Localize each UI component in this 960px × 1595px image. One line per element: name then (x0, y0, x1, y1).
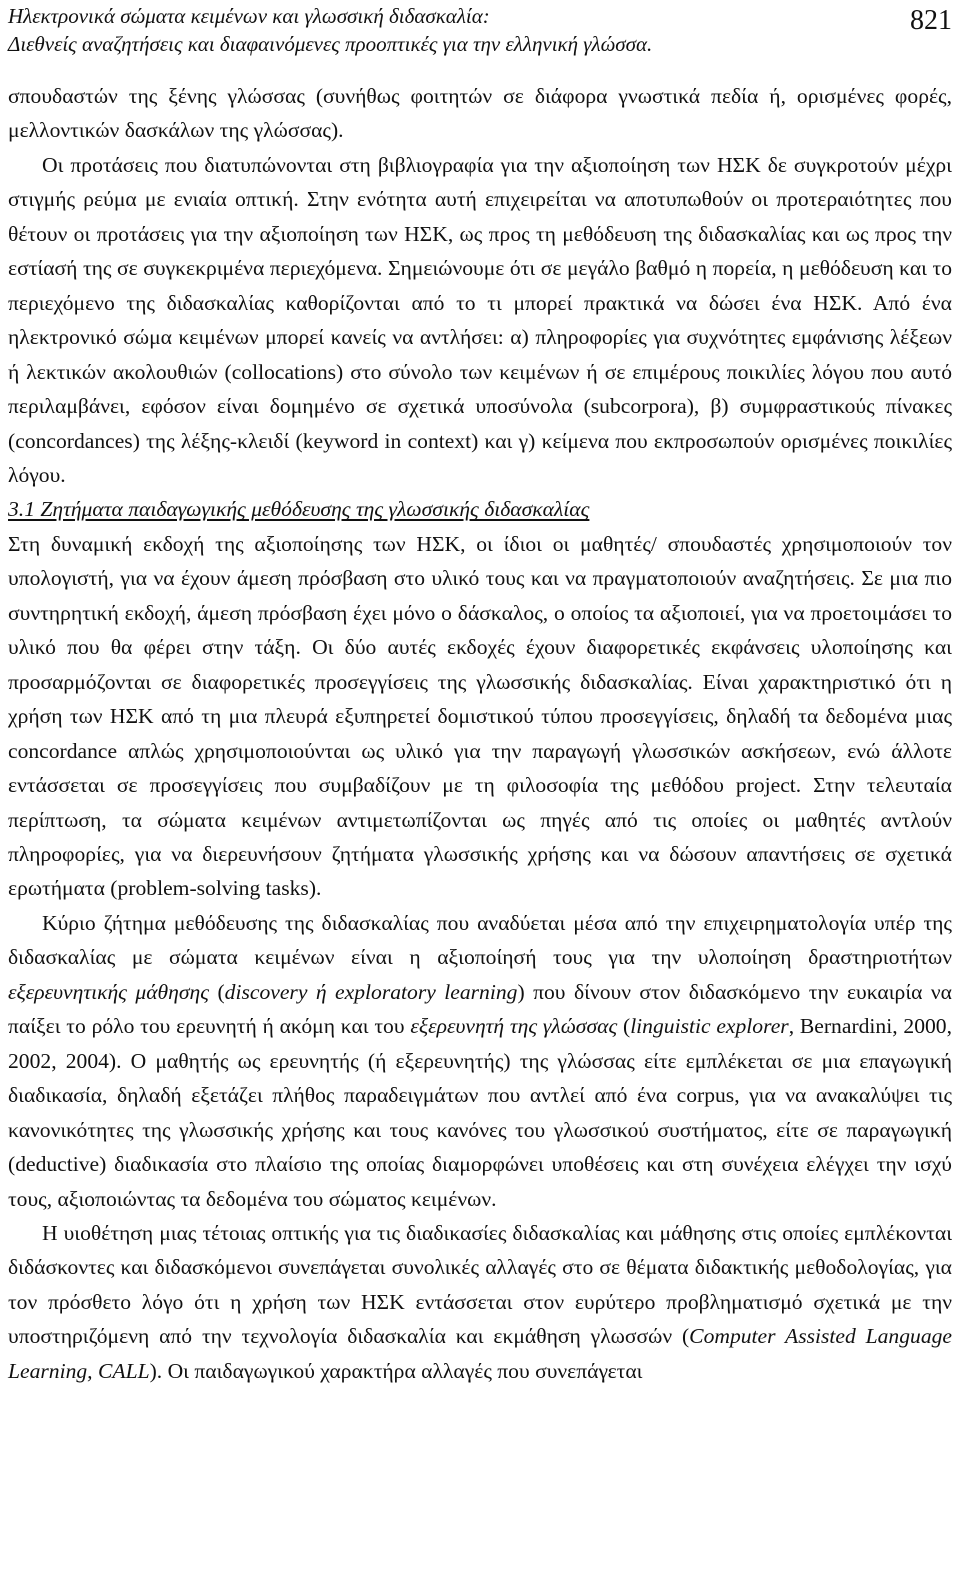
text-run: ( (209, 979, 225, 1004)
paragraph-discovery-learning (8, 906, 952, 1216)
italic-term: εξερευνητικής μάθησης (8, 979, 209, 1004)
paragraph-dynamic-version: Στη δυναμική εκδοχή της αξιοποίησης των ΗΣΚ, οι ίδιοι οι μαθητές/ σπουδαστές χρησιμοποιούν τον υπολογιστή, για να έχουν άμεση πρόσβαση στο υλικό τους και να πραγματοποιούν αναζητήσεις. Σε μια πιο συντηρητική εκδοχή, άμεση πρόσβαση έχει μόνο ο δάσκαλος, ο οποίος τα αξιοποιεί, για να προετοιμάσει το υλικό που θα φέρει στην τάξη. Οι δύο αυτές εκδοχές έχουν διαφορετικές εκφάνσεις υλοποίησης και προσαρμόζονται σε διαφορετικές προσεγγίσεις της γλωσσικής διδασκαλίας. Είναι χαρακτηριστικό ότι η χρήση των ΗΣΚ από τη μια πλευρά εξυπηρετεί δομιστικού τύπου προσεγγίσεις, δηλαδή τα δεδομένα μιας concordance απλώς χρησιμοποιούνται ως υλικό για την παραγωγή γλωσσικών ασκήσεων, ενώ άλλοτε εντάσσεται σε προσεγγίσεις που συμβαδίζουν με τη φιλοσοφία της μεθόδου project. Στην τελευταία περίπτωση, τα σώματα κειμένων αντιμετωπίζονται ως πηγές από τις οποίες οι μαθητές αντλούν πληροφορίες, για να διερευνήσουν ζητήματα γλωσσικής χρήσης και να δώσουν απαντήσεις σε σχετικά ερωτήματα (problem-solving tasks). (8, 531, 952, 901)
paragraph-methodology-changes (8, 1216, 952, 1388)
italic-term: linguistic explorer (630, 1014, 789, 1039)
header-title-line-2: Διεθνείς αναζητήσεις και διαφαινόμενες προοπτικές για την ελληνική γλώσσα. (8, 32, 653, 56)
paragraph-continuation: σπουδαστών της ξένης γλώσσας (συνήθως φοιτητών σε διάφορα γνωστικά πεδία ή, ορισμένες φορές, μελλοντικών δασκάλων της γλώσσας). (8, 84, 952, 143)
text-run: ( (617, 1014, 631, 1039)
paragraph-proposals: Οι προτάσεις που διατυπώνονται στη βιβλιογραφία για την αξιοποίηση των ΗΣΚ δε συγκροτούν μέχρι στιγμής ρεύμα με ενιαία οπτική. Στην ενότητα αυτή επιχειρείται να αποτυπωθούν οι προτεραιότητες που θέτουν οι προτάσεις για την αξιοποίηση των ΗΣΚ, ως προς τη μεθόδευση της διδασκαλίας και ως προς την εστίασή της σε συγκεκριμένα περιεχόμενα. Σημειώνουμε ότι σε μεγάλο βαθμό η πορεία, η μεθόδευση και το περιεχόμενο της διδασκαλίας καθορίζονται από το τι μπορεί πρακτικά να δώσει ένα ΗΣΚ. Από ένα ηλεκτρονικό σώμα κειμένων μπορεί κανείς να αντλήσει: α) πληροφορίες για συχνότητες εμφάνισης λέξεων ή λεκτικών ακολουθιών (collocations) στο σύνολο των κειμένων ή σε επιμέρους ποικιλίες λόγου που αυτό περιλαμβάνει, εφόσον είναι δομημένο σε σχετικά υποσύνολα (subcorpora), β) συμφραστικούς πίνακες (concordances) της λέξης-κλειδί (keyword in context) και γ) κείμενα που εκπροσωπούν ορισμένες ποικιλίες λόγου. (8, 152, 952, 487)
italic-term: Computer Assisted Language Learning, CALL (8, 1324, 952, 1383)
italic-term: discovery ή exploratory learning (224, 979, 518, 1004)
section-heading: 3.1 Ζητήματα παιδαγωγικής μεθόδευσης της γλωσσικής διδασκαλίας (8, 497, 590, 522)
italic-term: εξερευνητή της γλώσσας (410, 1014, 618, 1039)
running-header-title (8, 2, 652, 58)
text-run: ). Οι παιδαγωγικού χαρακτήρα αλλαγές που συνεπάγεται (149, 1358, 643, 1383)
body-text (8, 79, 952, 1388)
header-title-line-1: Ηλεκτρονικά σώματα κειμένων και γλωσσική διδασκαλία: (8, 4, 490, 28)
text-run: , Bernardini, 2000, 2002, 2004). Ο μαθητής ως ερευνητής (ή εξερευνητής) της γλώσσας είτε εμπλέκεται σε μια επαγωγική διαδικασία, δηλαδή εξετάζει πλήθος παραδειγμάτων που αντλεί από ένα corpus, για να ανακαλύψει τις κανονικότητες της γλωσσικής χρήσης και τους κανόνες του γλωσσικού συστήματος, είτε σε παραγωγική (deductive) διαδικασία στο πλαίσιο της οποίας διαμορφώνει υποθέσεις και στη συνέχεια ελέγχει την ισχύ τους, αξιοποιώντας τα δεδομένα του σώματος κειμένων. (8, 1014, 952, 1211)
text-run: Κύριο ζήτημα μεθόδευσης της διδασκαλίας που αναδύεται μέσα από την επιχειρηματολογία υπέρ της διδασκαλίας με σώματα κειμένων είναι η αξιοποίησή τους για την υλοποίηση δραστηριοτήτων (8, 910, 952, 970)
running-header (8, 0, 952, 60)
text-run: ) που δίνουν στον διδασκόμενο την ευκαιρία να παίξει το ρόλο του ερευνητή ή ακόμη και του (8, 979, 952, 1039)
text-run: Η υιοθέτηση μιας τέτοιας οπτικής για τις διαδικασίες διδασκαλίας και μάθησης στις οποίες εμπλέκονται διδάσκοντες και διδασκόμενοι συνεπάγεται συνολικές αλλαγές στο σε θέματα διδακτικής μεθοδολογίας, για τον πρόσθετο λόγο ότι η χρήση των ΗΣΚ εντάσσεται στον ευρύτερο προβληματισμό σχετικά με την υποστηριζόμενη από την τεχνολογία διδασκαλία και εκμάθηση γλωσσών ( (8, 1220, 952, 1349)
page-number: 821 (910, 5, 952, 36)
